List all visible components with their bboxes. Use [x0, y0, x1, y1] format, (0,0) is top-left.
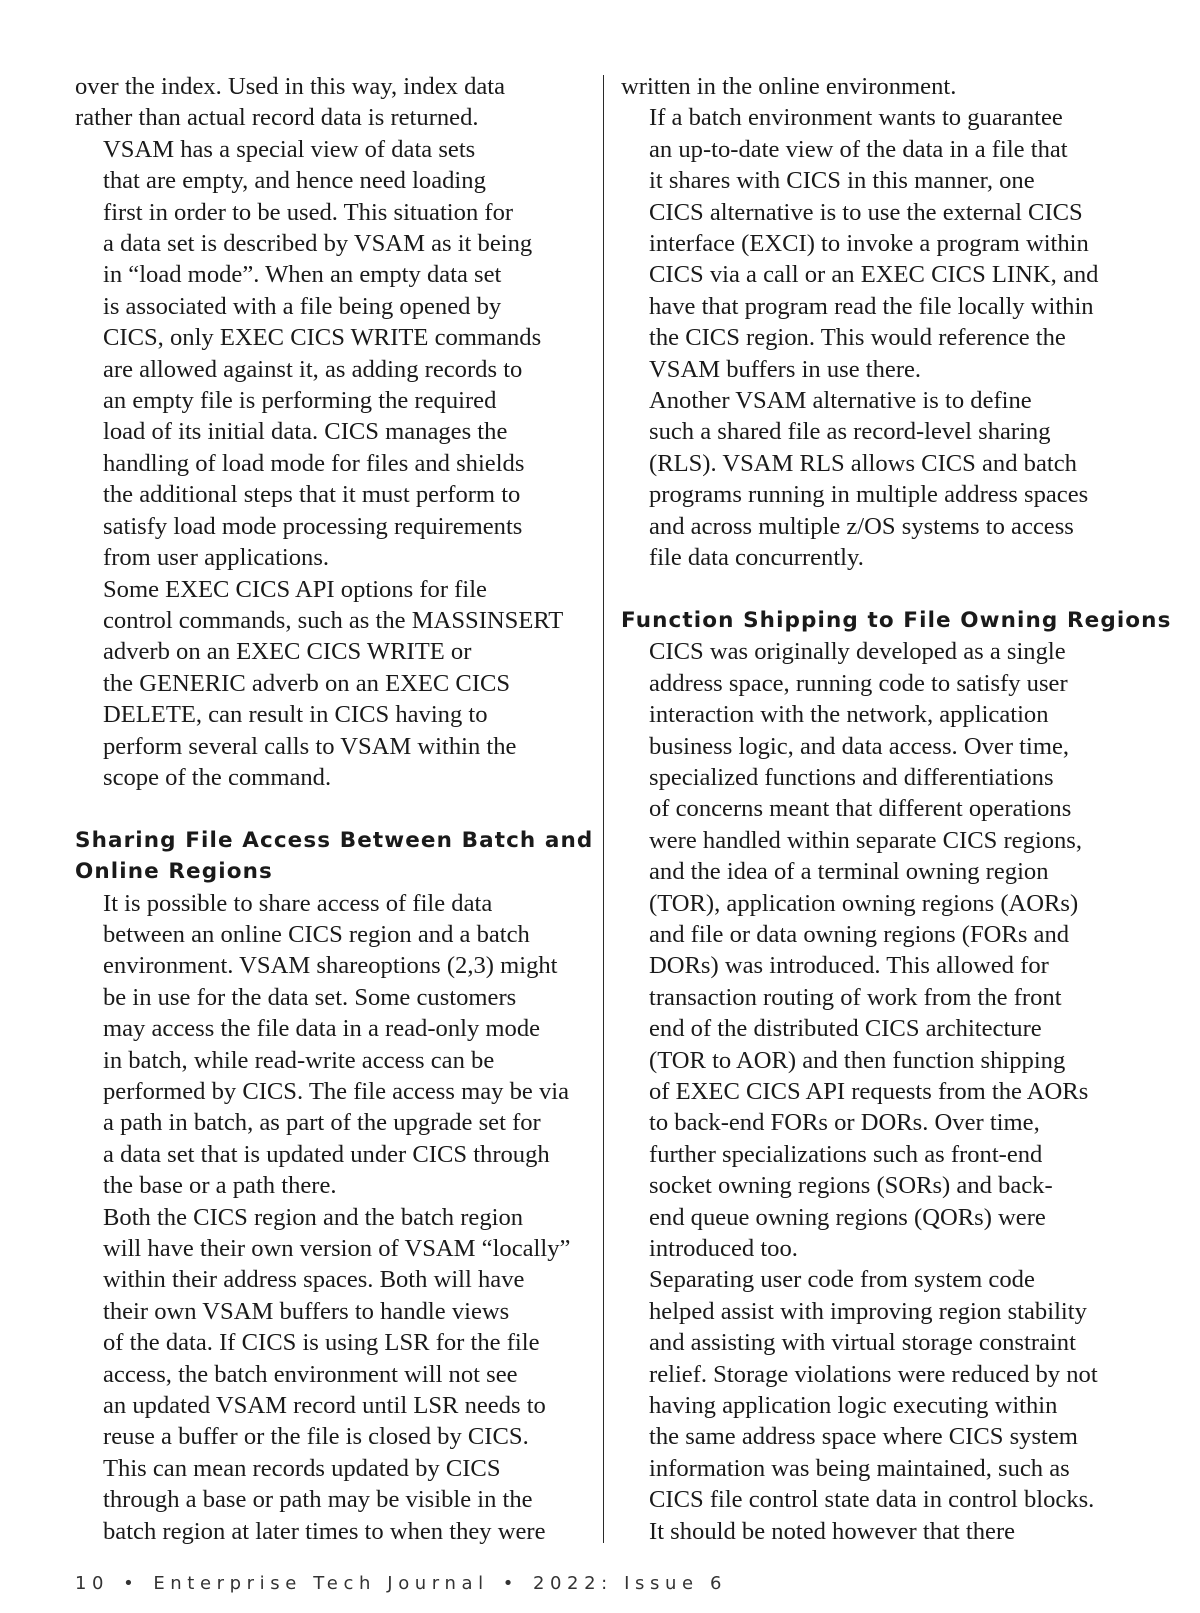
left-column: [75, 71, 595, 1547]
text-line: of EXEC CICS API requests from the AORs: [649, 1077, 1089, 1105]
text-line: information was being maintained, such as: [649, 1454, 1070, 1482]
text-line: end of the distributed CICS architecture: [649, 1015, 1042, 1043]
column-divider: [603, 75, 604, 1543]
paragraph: [75, 71, 595, 134]
paragraph: [621, 1516, 1141, 1547]
text-line: their own VSAM buffers to handle views: [103, 1297, 510, 1325]
text-line: (TOR to AOR) and then function shipping: [649, 1046, 1066, 1074]
text-line: introduced too.: [649, 1235, 798, 1263]
text-line: file data concurrently.: [649, 544, 864, 572]
text-line: satisfy load mode processing requirements: [103, 512, 523, 540]
text-line: Function Shipping to File Owning Regions: [621, 607, 1172, 633]
text-line: (RLS). VSAM RLS allows CICS and batch: [649, 449, 1077, 477]
text-line: written in the online environment.: [621, 73, 957, 100]
text-line: a path in batch, as part of the upgrade set for: [103, 1109, 541, 1137]
text-line: it shares with CICS in this manner, one: [649, 167, 1035, 195]
text-line: and across multiple z/OS systems to access: [649, 512, 1074, 540]
issue-label: 2022: Issue 6: [532, 1573, 728, 1594]
separator-dot: •: [123, 1573, 140, 1594]
text-line: access, the batch environment will not see: [103, 1360, 518, 1388]
text-line: the CICS region. This would reference the: [649, 324, 1066, 352]
text-line: helped assist with improving region stability: [649, 1297, 1087, 1325]
text-line: of the data. If CICS is using LSR for the file: [103, 1329, 540, 1357]
paragraph: [621, 71, 1141, 102]
text-line: a data set is described by VSAM as it being: [103, 230, 533, 258]
paragraph: [621, 102, 1141, 385]
paragraph: [75, 888, 595, 1202]
text-line: adverb on an EXEC CICS WRITE or: [103, 638, 472, 666]
text-line: programs running in multiple address spaces: [649, 481, 1089, 509]
text-line: CICS alternative is to use the external CICS: [649, 198, 1083, 226]
text-line: reuse a buffer or the file is closed by CICS.: [103, 1423, 529, 1451]
text-line: This can mean records updated by CICS: [103, 1454, 501, 1482]
text-line: of concerns meant that different operations: [649, 795, 1072, 823]
paragraph: [621, 636, 1141, 1264]
text-line: CICS, only EXEC CICS WRITE commands: [103, 324, 542, 352]
separator-dot: •: [502, 1573, 519, 1594]
text-line: scope of the command.: [103, 763, 332, 791]
text-line: have that program read the file locally within: [649, 292, 1094, 320]
text-line: load of its initial data. CICS manages the: [103, 418, 508, 446]
text-line: It is possible to share access of file data: [103, 889, 493, 917]
text-line: perform several calls to VSAM within the: [103, 732, 517, 760]
text-line: to back-end FORs or DORs. Over time,: [649, 1109, 1040, 1137]
text-line: It should be noted however that there: [649, 1517, 1016, 1545]
paragraph: [621, 385, 1141, 573]
text-line: interaction with the network, application: [649, 701, 1049, 729]
text-line: from user applications.: [103, 544, 330, 572]
text-line: in “load mode”. When an empty data set: [103, 261, 502, 289]
text-line: transaction routing of work from the front: [649, 983, 1062, 1011]
text-line: Some EXEC CICS API options for file: [103, 575, 487, 603]
text-line: Online Regions: [75, 859, 273, 885]
text-line: CICS via a call or an EXEC CICS LINK, and: [649, 261, 1099, 289]
text-line: further specializations such as front-end: [649, 1140, 1043, 1168]
text-line: be in use for the data set. Some customers: [103, 983, 517, 1011]
text-line: control commands, such as the MASSINSERT: [103, 606, 564, 634]
text-line: an up-to-date view of the data in a file that: [649, 135, 1068, 163]
text-line: and file or data owning regions (FORs and: [649, 920, 1070, 948]
text-line: a data set that is updated under CICS through: [103, 1140, 550, 1168]
text-line: Separating user code from system code: [649, 1266, 1035, 1294]
page-number: 10: [75, 1573, 110, 1594]
text-line: within their address spaces. Both will have: [103, 1266, 525, 1294]
text-line: environment. VSAM shareoptions (2,3) might: [103, 952, 558, 980]
text-line: VSAM buffers in use there.: [649, 355, 922, 383]
section-heading: [75, 825, 595, 888]
text-line: an updated VSAM record until LSR needs to: [103, 1392, 546, 1420]
text-line: is associated with a file being opened by: [103, 292, 502, 320]
text-line: socket owning regions (SORs) and back-: [649, 1172, 1053, 1200]
text-line: between an online CICS region and a batch: [103, 920, 530, 948]
text-line: batch region at later times to when they were: [103, 1517, 546, 1545]
text-line: DORs) was introduced. This allowed for: [649, 952, 1049, 980]
text-line: that are empty, and hence need loading: [103, 167, 486, 195]
text-line: Another VSAM alternative is to define: [649, 387, 1032, 415]
text-line: are allowed against it, as adding records to: [103, 355, 523, 383]
text-line: will have their own version of VSAM “locally”: [103, 1235, 571, 1263]
text-line: CICS was originally developed as a single: [649, 638, 1066, 666]
publication-name: Enterprise Tech Journal: [153, 1573, 489, 1594]
text-line: performed by CICS. The file access may be via: [103, 1077, 569, 1105]
text-line: may access the file data in a read-only mode: [103, 1015, 541, 1043]
text-line: first in order to be used. This situation for: [103, 198, 514, 226]
text-line: CICS file control state data in control blocks.: [649, 1486, 1095, 1514]
text-line: (TOR), application owning regions (AORs): [649, 889, 1079, 917]
paragraph: [621, 1264, 1141, 1515]
text-line: Sharing File Access Between Batch and: [75, 827, 594, 853]
text-line: having application logic executing within: [649, 1392, 1058, 1420]
text-line: the GENERIC adverb on an EXEC CICS: [103, 669, 511, 697]
text-line: and assisting with virtual storage constraint: [649, 1329, 1076, 1357]
text-line: address space, running code to satisfy user: [649, 669, 1068, 697]
text-line: through a base or path may be visible in the: [103, 1486, 533, 1514]
page-footer: [75, 1573, 727, 1594]
text-line: business logic, and data access. Over time,: [649, 732, 1070, 760]
paragraph: [75, 574, 595, 794]
text-line: rather than actual record data is returned.: [75, 104, 479, 132]
paragraph: [75, 134, 595, 574]
text-line: VSAM has a special view of data sets: [103, 135, 476, 163]
text-line: handling of load mode for files and shields: [103, 449, 525, 477]
section-heading: [621, 605, 1172, 636]
text-line: interface (EXCI) to invoke a program within: [649, 230, 1089, 258]
right-column: [621, 71, 1172, 1547]
text-line: the same address space where CICS system: [649, 1423, 1078, 1451]
text-line: the additional steps that it must perform to: [103, 481, 521, 509]
text-line: If a batch environment wants to guarantee: [649, 104, 1063, 132]
paragraph: [75, 1202, 595, 1547]
text-line: and the idea of a terminal owning region: [649, 858, 1049, 886]
text-line: relief. Storage violations were reduced by not: [649, 1360, 1098, 1388]
text-line: in batch, while read-write access can be: [103, 1046, 495, 1074]
text-line: were handled within separate CICS regions,: [649, 826, 1083, 854]
text-line: DELETE, can result in CICS having to: [103, 701, 488, 729]
text-line: specialized functions and differentiations: [649, 763, 1054, 791]
text-line: such a shared file as record-level sharing: [649, 418, 1051, 446]
text-line: Both the CICS region and the batch region: [103, 1203, 524, 1231]
text-line: over the index. Used in this way, index data: [75, 73, 506, 100]
text-line: an empty file is performing the required: [103, 387, 497, 415]
text-line: end queue owning regions (QORs) were: [649, 1203, 1046, 1231]
text-line: the base or a path there.: [103, 1172, 337, 1200]
